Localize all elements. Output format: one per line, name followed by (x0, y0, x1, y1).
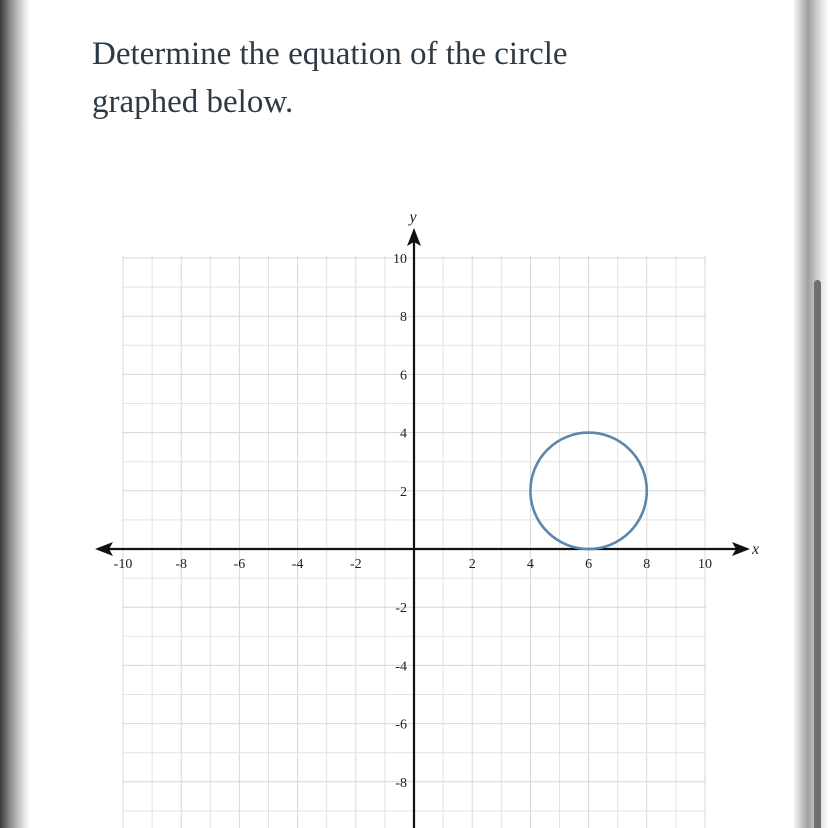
x-tick-label: 10 (698, 557, 712, 572)
y-tick-label: 4 (400, 426, 407, 442)
x-tick-label: -2 (349, 557, 362, 572)
x-tick-labels (114, 557, 712, 572)
x-tick-label: -10 (113, 557, 133, 572)
x-tick-label: -8 (175, 557, 188, 572)
y-tick-label: 8 (400, 310, 407, 326)
x-tick-label: 8 (643, 557, 651, 572)
x-tick-label: -4 (291, 557, 304, 572)
y-tick-labels (393, 252, 407, 791)
x-tick-label: 2 (468, 557, 476, 572)
y-tick-label: 10 (393, 252, 407, 267)
y-tick-label: -6 (395, 717, 407, 733)
y-tick-label: -4 (395, 659, 407, 675)
axes (95, 228, 750, 828)
x-axis-label: x (752, 541, 760, 558)
question-line-1: Determine the equation of the circle (92, 36, 568, 72)
question-line-2: graphed below. (92, 84, 294, 120)
y-tick-label: -8 (395, 775, 407, 791)
y-axis-label: y (409, 209, 417, 226)
x-tick-label: 4 (526, 557, 534, 572)
y-tick-label: 6 (400, 368, 407, 384)
y-tick-label: 2 (400, 484, 407, 500)
x-tick-label: 6 (585, 557, 593, 572)
x-tick-label: -6 (233, 557, 246, 572)
y-tick-label: -2 (395, 601, 407, 617)
